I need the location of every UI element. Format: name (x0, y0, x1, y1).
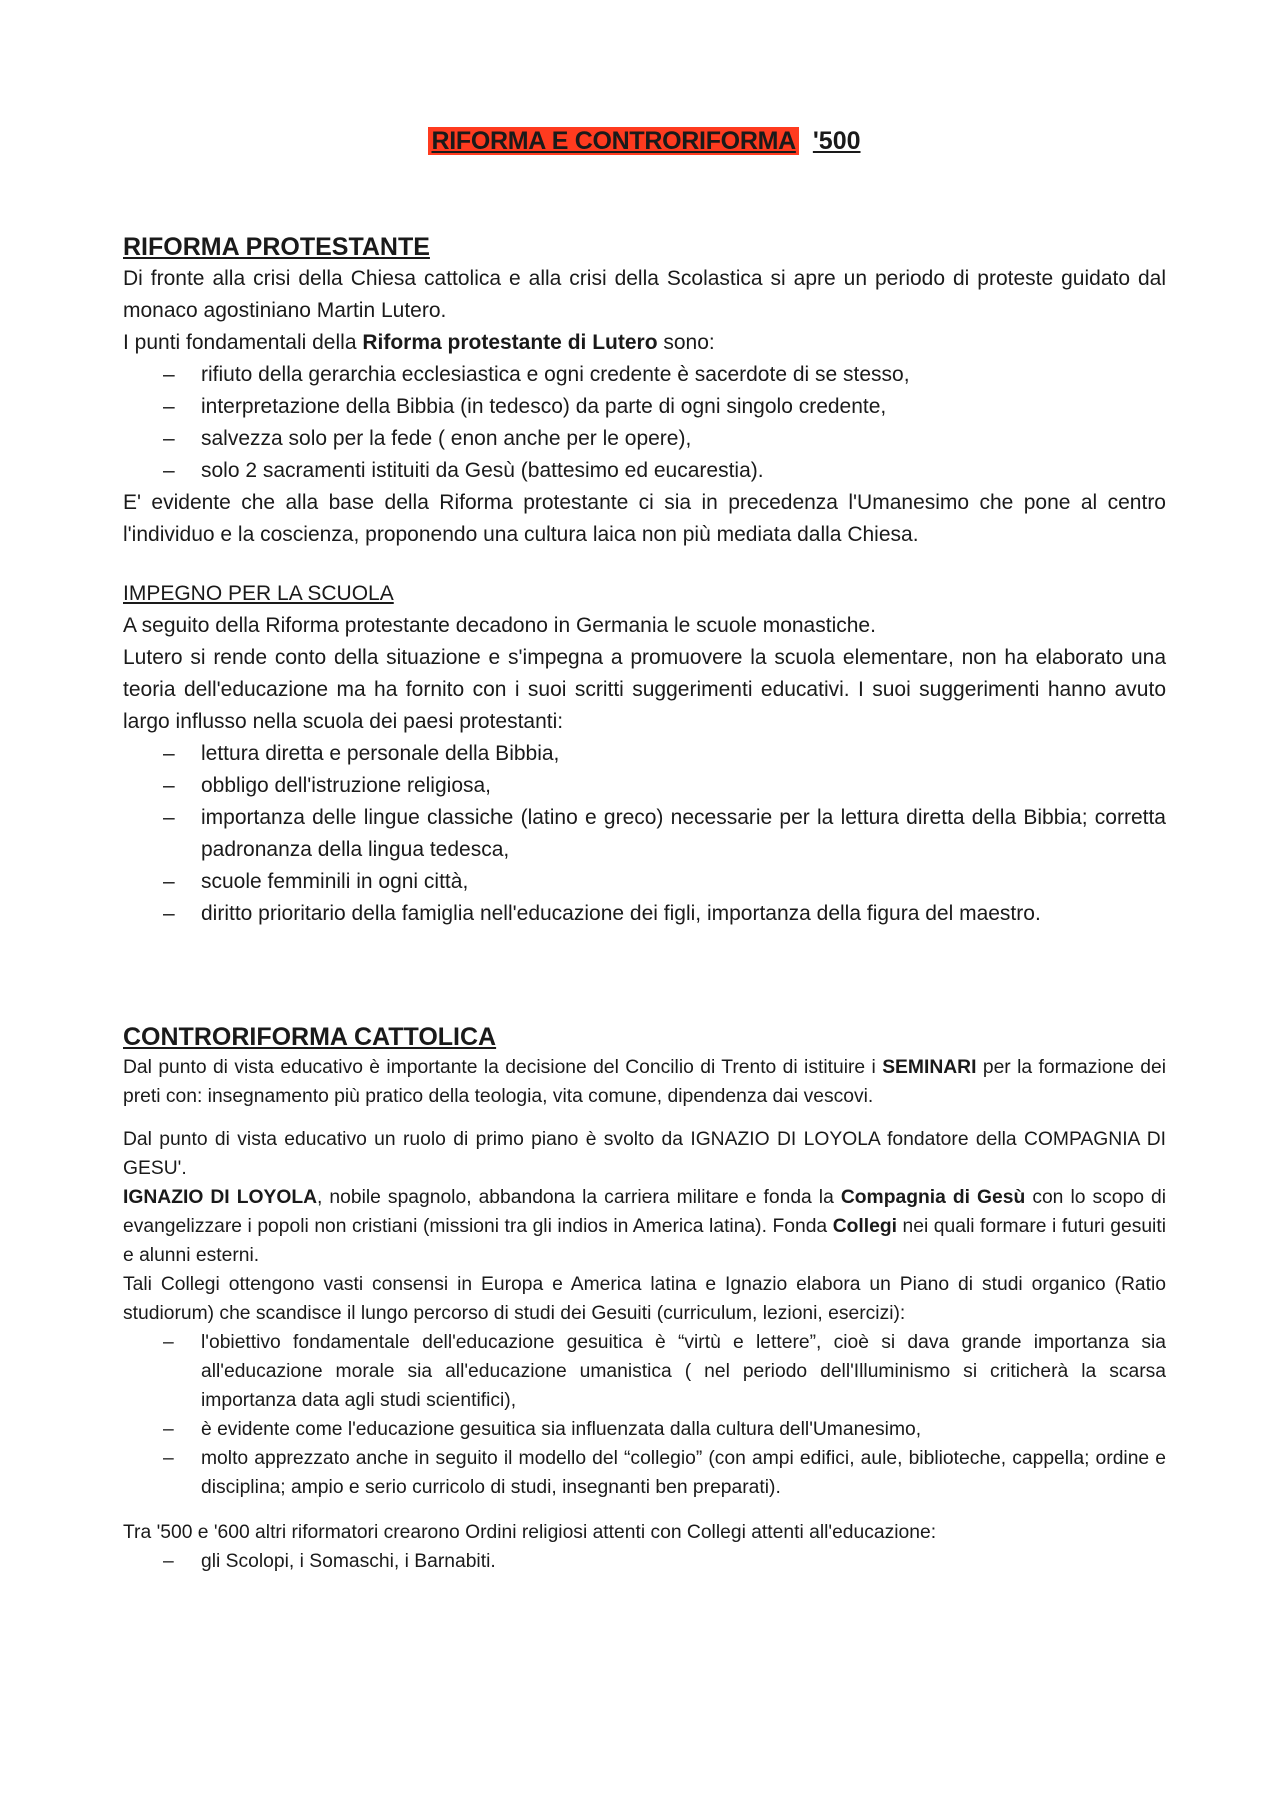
controriforma-list (123, 1328, 1166, 1502)
dash-bullet-icon: – (163, 459, 175, 482)
controriforma-p2: Dal punto di vista educativo un ruolo di primo piano è svolto da IGNAZIO DI LOYOLA fondatore della COMPAGNIA DI GESU'. (123, 1129, 1166, 1179)
dash-bullet-icon: – (163, 774, 175, 797)
controriforma-list-2 (123, 1547, 1166, 1576)
scuola-p2: Lutero si rende conto della situazione e s'impegna a promuovere la scuola elementare, non ha elaborato una teoria dell'educazione ma ha fornito con i suoi scritti suggerimenti educativi. I suoi suggerimenti hanno avuto largo influsso nella scuola dei paesi protestanti: (123, 646, 1166, 733)
section-riforma-protestante (123, 232, 1166, 551)
list-item: – gli Scolopi, i Somaschi, i Barnabiti. (123, 1547, 1166, 1576)
list-item: – lettura diretta e personale della Bibbia, (123, 738, 1166, 770)
title-year: '500 (812, 127, 861, 155)
dash-bullet-icon: – (163, 1419, 174, 1440)
subheading-impegno-scuola: IMPEGNO PER LA SCUOLA (123, 582, 394, 605)
controriforma-p1: Dal punto di vista educativo è importante la decisione del Concilio di Trento di istituire i SEMINARI per la formazione dei preti con: insegnamento più pratico della teologia, vita comune, dipendenza dai vescovi. (123, 1057, 1166, 1107)
paragraph-gap (123, 1502, 1166, 1518)
controriforma-p5: Tra '500 e '600 altri riformatori crearono Ordini religiosi attenti con Collegi attenti all'educazione: (123, 1522, 937, 1543)
dash-bullet-icon: – (163, 427, 175, 450)
bold-collegi: Collegi (832, 1216, 897, 1237)
paragraph-gap (123, 1111, 1166, 1125)
list-item: – scuole femminili in ogni città, (123, 866, 1166, 898)
controriforma-p4: Tali Collegi ottengono vasti consensi in Europa e America latina e Ignazio elabora un Piano di studi organico (Ratio studiorum) che scandisce il lungo percorso di studi dei Gesuiti (curriculum, lezioni, esercizi): (123, 1274, 1166, 1324)
section-controriforma (123, 1022, 1166, 1576)
list-item: – importanza delle lingue classiche (latino e greco) necessarie per la lettura diretta della Bibbia; corretta padronanza della lingua tedesca, (123, 802, 1166, 866)
list-item: – solo 2 sacramenti istituiti da Gesù (battesimo ed eucarestia). (123, 455, 1166, 487)
riforma-points-intro: I punti fondamentali della Riforma protestante di Lutero sono: (123, 331, 715, 354)
controriforma-p3: IGNAZIO DI LOYOLA, nobile spagnolo, abbandona la carriera militare e fonda la Compagnia di Gesù con lo scopo di evangelizzare i popoli non cristiani (missioni tra gli indios in America latina). Fonda Collegi nei quali formare i futuri gesuiti e alunni esterni. (123, 1187, 1166, 1266)
bold-ignazio: IGNAZIO DI LOYOLA (123, 1187, 318, 1208)
scuola-list (123, 738, 1166, 930)
dash-bullet-icon: – (163, 395, 175, 418)
dash-bullet-icon: – (163, 1448, 174, 1469)
dash-bullet-icon: – (163, 870, 175, 893)
dash-bullet-icon: – (163, 806, 175, 829)
dash-bullet-icon: – (163, 363, 175, 386)
section-heading-riforma: RIFORMA PROTESTANTE (123, 233, 430, 261)
list-item: – molto apprezzato anche in seguito il modello del “collegio” (con ampi edifici, aule, biblioteche, cappella; ordine e disciplina; ampio e serio curricolo di studi, insegnanti ben preparati). (123, 1444, 1166, 1502)
page-title (123, 126, 1166, 156)
dash-bullet-icon: – (163, 1332, 174, 1353)
list-item: – rifiuto della gerarchia ecclesiastica e ogni credente è sacerdote di se stesso, (123, 359, 1166, 391)
bold-seminari: SEMINARI (882, 1057, 977, 1078)
bold-riforma-lutero: Riforma protestante di Lutero (362, 331, 658, 354)
list-item: – diritto prioritario della famiglia nell'educazione dei figli, importanza della figura del maestro. (123, 898, 1166, 930)
title-main: RIFORMA E CONTRORIFORMA (428, 127, 798, 155)
section-heading-controriforma: CONTRORIFORMA CATTOLICA (123, 1023, 497, 1051)
list-item: – salvezza solo per la fede ( enon anche per le opere), (123, 423, 1166, 455)
list-item: – è evidente come l'educazione gesuitica sia influenzata dalla cultura dell'Umanesimo, (123, 1415, 1166, 1444)
list-item: – interpretazione della Bibbia (in tedesco) da parte di ogni singolo credente, (123, 391, 1166, 423)
riforma-list (123, 359, 1166, 487)
riforma-conclusion: E' evidente che alla base della Riforma protestante ci sia in precedenza l'Umanesimo che pone al centro l'individuo e la coscienza, proponendo una cultura laica non più mediata dalla Chiesa. (123, 491, 1166, 546)
list-item: – l'obiettivo fondamentale dell'educazione gesuitica è “virtù e lettere”, cioè si dava grande importanza sia all'educazione morale sia all'educazione umanistica ( nel periodo dell'Illuminismo si criticherà la scarsa importanza data agli studi scientifici), (123, 1328, 1166, 1415)
list-item: – obbligo dell'istruzione religiosa, (123, 770, 1166, 802)
dash-bullet-icon: – (163, 1551, 174, 1572)
scuola-p1: A seguito della Riforma protestante decadono in Germania le scuole monastiche. (123, 614, 876, 637)
section-impegno-scuola (123, 578, 1166, 930)
dash-bullet-icon: – (163, 902, 175, 925)
dash-bullet-icon: – (163, 742, 175, 765)
bold-compagnia: Compagnia di Gesù (840, 1187, 1026, 1208)
riforma-intro: Di fronte alla crisi della Chiesa cattolica e alla crisi della Scolastica si apre un periodo di proteste guidato dal monaco agostiniano Martin Lutero. (123, 267, 1166, 322)
